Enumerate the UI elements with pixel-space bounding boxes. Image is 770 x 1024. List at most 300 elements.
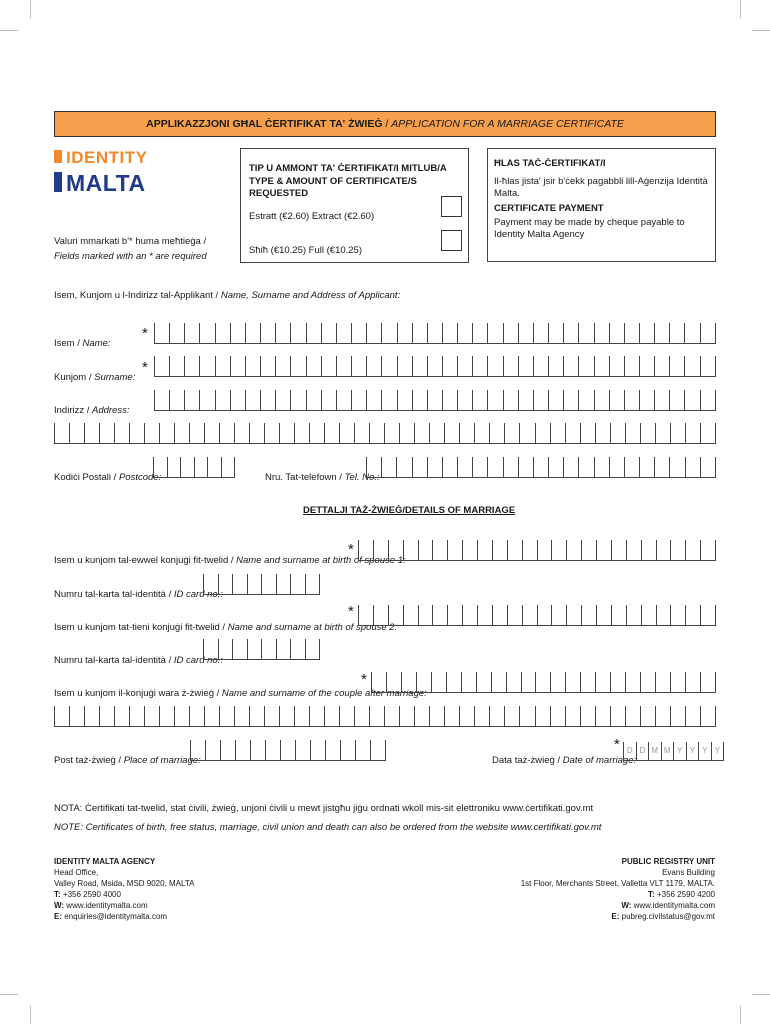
character-cell[interactable]	[462, 605, 477, 625]
character-cell[interactable]	[310, 740, 325, 760]
spouse2-name-input[interactable]	[358, 605, 716, 626]
date-cell[interactable]: M	[661, 742, 674, 760]
character-cell[interactable]	[279, 706, 294, 726]
character-cell[interactable]	[462, 540, 477, 560]
character-cell[interactable]	[610, 672, 625, 692]
character-cell[interactable]	[548, 356, 563, 376]
character-cell[interactable]	[355, 740, 370, 760]
character-cell[interactable]	[354, 706, 369, 726]
character-cell[interactable]	[472, 390, 487, 410]
character-cell[interactable]	[305, 639, 321, 659]
character-cell[interactable]	[351, 323, 366, 343]
character-cell[interactable]	[412, 390, 427, 410]
character-cell[interactable]	[203, 574, 218, 594]
character-cell[interactable]	[626, 605, 641, 625]
character-cell[interactable]	[174, 423, 189, 443]
character-cell[interactable]	[260, 323, 275, 343]
registry-email[interactable]	[521, 911, 715, 922]
character-cell[interactable]	[294, 706, 309, 726]
character-cell[interactable]	[169, 323, 184, 343]
character-cell[interactable]	[537, 540, 552, 560]
registry-web[interactable]	[521, 900, 715, 911]
character-cell[interactable]	[596, 605, 611, 625]
character-cell[interactable]	[700, 540, 716, 560]
character-cell[interactable]	[412, 356, 427, 376]
character-cell[interactable]	[294, 423, 309, 443]
character-cell[interactable]	[321, 390, 336, 410]
character-cell[interactable]	[656, 540, 671, 560]
character-cell[interactable]	[609, 323, 624, 343]
character-cell[interactable]	[685, 605, 700, 625]
character-cell[interactable]	[358, 540, 373, 560]
character-cell[interactable]	[159, 423, 174, 443]
character-cell[interactable]	[324, 423, 339, 443]
character-cell[interactable]	[700, 457, 716, 477]
character-cell[interactable]	[250, 740, 265, 760]
character-cell[interactable]	[321, 356, 336, 376]
character-cell[interactable]	[548, 323, 563, 343]
character-cell[interactable]	[476, 672, 491, 692]
character-cell[interactable]	[550, 706, 565, 726]
full-checkbox[interactable]	[441, 230, 462, 251]
character-cell[interactable]	[144, 706, 159, 726]
character-cell[interactable]	[700, 390, 716, 410]
character-cell[interactable]	[503, 323, 518, 343]
character-cell[interactable]	[487, 457, 502, 477]
character-cell[interactable]	[396, 457, 411, 477]
character-cell[interactable]	[548, 390, 563, 410]
character-cell[interactable]	[245, 390, 260, 410]
character-cell[interactable]	[580, 706, 595, 726]
character-cell[interactable]	[306, 323, 321, 343]
character-cell[interactable]	[625, 706, 640, 726]
character-cell[interactable]	[565, 423, 580, 443]
character-cell[interactable]	[595, 672, 610, 692]
character-cell[interactable]	[656, 605, 671, 625]
character-cell[interactable]	[199, 390, 214, 410]
character-cell[interactable]	[700, 323, 716, 343]
character-cell[interactable]	[432, 540, 447, 560]
character-cell[interactable]	[654, 457, 669, 477]
character-cell[interactable]	[232, 639, 247, 659]
character-cell[interactable]	[218, 639, 233, 659]
character-cell[interactable]	[215, 356, 230, 376]
character-cell[interactable]	[522, 605, 537, 625]
character-cell[interactable]	[207, 457, 221, 477]
character-cell[interactable]	[416, 672, 431, 692]
character-cell[interactable]	[625, 423, 640, 443]
character-cell[interactable]	[245, 323, 260, 343]
character-cell[interactable]	[518, 390, 533, 410]
character-cell[interactable]	[386, 672, 401, 692]
character-cell[interactable]	[537, 605, 552, 625]
name-input[interactable]	[154, 323, 716, 344]
character-cell[interactable]	[578, 457, 593, 477]
couple-name-input-line1[interactable]	[371, 672, 716, 693]
character-cell[interactable]	[276, 639, 291, 659]
character-cell[interactable]	[169, 356, 184, 376]
character-cell[interactable]	[221, 457, 236, 477]
character-cell[interactable]	[595, 423, 610, 443]
character-cell[interactable]	[551, 540, 566, 560]
character-cell[interactable]	[290, 390, 305, 410]
character-cell[interactable]	[594, 356, 609, 376]
date-cell[interactable]: Y	[711, 742, 725, 760]
character-cell[interactable]	[610, 706, 625, 726]
character-cell[interactable]	[518, 356, 533, 376]
character-cell[interactable]	[595, 706, 610, 726]
character-cell[interactable]	[309, 423, 324, 443]
character-cell[interactable]	[487, 323, 502, 343]
character-cell[interactable]	[519, 706, 534, 726]
character-cell[interactable]	[581, 540, 596, 560]
character-cell[interactable]	[457, 323, 472, 343]
character-cell[interactable]	[336, 356, 351, 376]
character-cell[interactable]	[153, 457, 167, 477]
character-cell[interactable]	[609, 356, 624, 376]
character-cell[interactable]	[447, 540, 462, 560]
character-cell[interactable]	[533, 457, 548, 477]
character-cell[interactable]	[506, 672, 521, 692]
character-cell[interactable]	[504, 706, 519, 726]
character-cell[interactable]	[442, 323, 457, 343]
character-cell[interactable]	[700, 423, 716, 443]
character-cell[interactable]	[640, 706, 655, 726]
character-cell[interactable]	[655, 672, 670, 692]
character-cell[interactable]	[54, 423, 69, 443]
character-cell[interactable]	[457, 457, 472, 477]
character-cell[interactable]	[580, 423, 595, 443]
character-cell[interactable]	[550, 672, 565, 692]
character-cell[interactable]	[403, 540, 418, 560]
character-cell[interactable]	[265, 740, 280, 760]
postcode-input[interactable]	[153, 457, 235, 478]
character-cell[interactable]	[306, 356, 321, 376]
character-cell[interactable]	[276, 574, 291, 594]
character-cell[interactable]	[218, 574, 233, 594]
character-cell[interactable]	[194, 457, 208, 477]
spouse2-id-input[interactable]	[203, 639, 320, 660]
character-cell[interactable]	[245, 356, 260, 376]
character-cell[interactable]	[290, 639, 305, 659]
character-cell[interactable]	[487, 390, 502, 410]
character-cell[interactable]	[219, 706, 234, 726]
character-cell[interactable]	[533, 323, 548, 343]
character-cell[interactable]	[381, 457, 396, 477]
character-cell[interactable]	[670, 672, 685, 692]
character-cell[interactable]	[384, 423, 399, 443]
character-cell[interactable]	[639, 356, 654, 376]
character-cell[interactable]	[427, 390, 442, 410]
character-cell[interactable]	[399, 423, 414, 443]
character-cell[interactable]	[504, 423, 519, 443]
character-cell[interactable]	[366, 323, 381, 343]
character-cell[interactable]	[477, 605, 492, 625]
tel-input[interactable]	[366, 457, 716, 478]
character-cell[interactable]	[492, 540, 507, 560]
character-cell[interactable]	[351, 356, 366, 376]
character-cell[interactable]	[518, 323, 533, 343]
character-cell[interactable]	[99, 423, 114, 443]
character-cell[interactable]	[54, 706, 69, 726]
character-cell[interactable]	[594, 323, 609, 343]
agency-email[interactable]	[54, 911, 195, 922]
character-cell[interactable]	[366, 457, 381, 477]
spouse1-id-input[interactable]	[203, 574, 320, 595]
character-cell[interactable]	[580, 672, 595, 692]
character-cell[interactable]	[639, 457, 654, 477]
character-cell[interactable]	[203, 639, 218, 659]
character-cell[interactable]	[624, 457, 639, 477]
character-cell[interactable]	[235, 740, 250, 760]
character-cell[interactable]	[670, 540, 685, 560]
character-cell[interactable]	[230, 323, 245, 343]
character-cell[interactable]	[401, 672, 416, 692]
character-cell[interactable]	[566, 540, 581, 560]
character-cell[interactable]	[373, 540, 388, 560]
character-cell[interactable]	[670, 423, 685, 443]
character-cell[interactable]	[503, 356, 518, 376]
character-cell[interactable]	[446, 672, 461, 692]
character-cell[interactable]	[457, 356, 472, 376]
character-cell[interactable]	[381, 323, 396, 343]
character-cell[interactable]	[669, 457, 684, 477]
character-cell[interactable]	[275, 323, 290, 343]
character-cell[interactable]	[412, 323, 427, 343]
character-cell[interactable]	[264, 423, 279, 443]
character-cell[interactable]	[414, 423, 429, 443]
character-cell[interactable]	[521, 672, 536, 692]
character-cell[interactable]	[403, 605, 418, 625]
character-cell[interactable]	[154, 390, 169, 410]
character-cell[interactable]	[581, 605, 596, 625]
character-cell[interactable]	[397, 323, 412, 343]
character-cell[interactable]	[639, 390, 654, 410]
character-cell[interactable]	[624, 356, 639, 376]
character-cell[interactable]	[204, 423, 219, 443]
spouse1-name-input[interactable]	[358, 540, 716, 561]
character-cell[interactable]	[261, 574, 276, 594]
character-cell[interactable]	[199, 323, 214, 343]
character-cell[interactable]	[472, 323, 487, 343]
character-cell[interactable]	[685, 672, 700, 692]
character-cell[interactable]	[279, 423, 294, 443]
character-cell[interactable]	[654, 356, 669, 376]
character-cell[interactable]	[641, 540, 656, 560]
character-cell[interactable]	[522, 540, 537, 560]
character-cell[interactable]	[351, 390, 366, 410]
character-cell[interactable]	[429, 423, 444, 443]
character-cell[interactable]	[565, 706, 580, 726]
character-cell[interactable]	[442, 356, 457, 376]
character-cell[interactable]	[336, 390, 351, 410]
character-cell[interactable]	[685, 706, 700, 726]
character-cell[interactable]	[249, 706, 264, 726]
character-cell[interactable]	[640, 672, 655, 692]
character-cell[interactable]	[114, 423, 129, 443]
character-cell[interactable]	[275, 356, 290, 376]
character-cell[interactable]	[69, 423, 84, 443]
character-cell[interactable]	[174, 706, 189, 726]
date-input[interactable]	[623, 742, 724, 761]
character-cell[interactable]	[551, 605, 566, 625]
character-cell[interactable]	[230, 356, 245, 376]
character-cell[interactable]	[275, 390, 290, 410]
character-cell[interactable]	[384, 706, 399, 726]
character-cell[interactable]	[655, 706, 670, 726]
character-cell[interactable]	[550, 423, 565, 443]
character-cell[interactable]	[442, 457, 457, 477]
character-cell[interactable]	[260, 356, 275, 376]
character-cell[interactable]	[234, 706, 249, 726]
character-cell[interactable]	[184, 356, 199, 376]
character-cell[interactable]	[199, 356, 214, 376]
character-cell[interactable]	[340, 740, 355, 760]
character-cell[interactable]	[447, 605, 462, 625]
character-cell[interactable]	[189, 706, 204, 726]
character-cell[interactable]	[414, 706, 429, 726]
character-cell[interactable]	[654, 323, 669, 343]
character-cell[interactable]	[99, 706, 114, 726]
character-cell[interactable]	[655, 423, 670, 443]
character-cell[interactable]	[474, 423, 489, 443]
character-cell[interactable]	[169, 390, 184, 410]
character-cell[interactable]	[373, 605, 388, 625]
character-cell[interactable]	[180, 457, 194, 477]
address-input-line1[interactable]	[154, 390, 716, 411]
character-cell[interactable]	[700, 706, 716, 726]
character-cell[interactable]	[669, 390, 684, 410]
date-cell[interactable]: Y	[686, 742, 699, 760]
character-cell[interactable]	[624, 390, 639, 410]
character-cell[interactable]	[215, 323, 230, 343]
character-cell[interactable]	[190, 740, 205, 760]
character-cell[interactable]	[84, 706, 99, 726]
character-cell[interactable]	[507, 540, 522, 560]
character-cell[interactable]	[487, 356, 502, 376]
character-cell[interactable]	[159, 706, 174, 726]
date-cell[interactable]: D	[636, 742, 649, 760]
character-cell[interactable]	[472, 356, 487, 376]
character-cell[interactable]	[641, 605, 656, 625]
character-cell[interactable]	[339, 423, 354, 443]
character-cell[interactable]	[247, 639, 262, 659]
character-cell[interactable]	[535, 672, 550, 692]
character-cell[interactable]	[370, 740, 386, 760]
character-cell[interactable]	[261, 639, 276, 659]
character-cell[interactable]	[309, 706, 324, 726]
character-cell[interactable]	[427, 356, 442, 376]
character-cell[interactable]	[685, 540, 700, 560]
character-cell[interactable]	[369, 423, 384, 443]
character-cell[interactable]	[184, 390, 199, 410]
character-cell[interactable]	[700, 356, 716, 376]
character-cell[interactable]	[388, 605, 403, 625]
character-cell[interactable]	[418, 540, 433, 560]
character-cell[interactable]	[167, 457, 181, 477]
character-cell[interactable]	[232, 574, 247, 594]
character-cell[interactable]	[339, 706, 354, 726]
character-cell[interactable]	[305, 574, 321, 594]
character-cell[interactable]	[609, 457, 624, 477]
character-cell[interactable]	[563, 323, 578, 343]
date-cell[interactable]: Y	[673, 742, 686, 760]
character-cell[interactable]	[563, 457, 578, 477]
character-cell[interactable]	[610, 423, 625, 443]
character-cell[interactable]	[491, 672, 506, 692]
character-cell[interactable]	[418, 605, 433, 625]
character-cell[interactable]	[290, 323, 305, 343]
character-cell[interactable]	[247, 574, 262, 594]
character-cell[interactable]	[154, 356, 169, 376]
character-cell[interactable]	[566, 605, 581, 625]
character-cell[interactable]	[431, 672, 446, 692]
character-cell[interactable]	[503, 390, 518, 410]
character-cell[interactable]	[596, 540, 611, 560]
character-cell[interactable]	[459, 706, 474, 726]
character-cell[interactable]	[69, 706, 84, 726]
character-cell[interactable]	[685, 423, 700, 443]
character-cell[interactable]	[290, 574, 305, 594]
character-cell[interactable]	[215, 390, 230, 410]
character-cell[interactable]	[381, 356, 396, 376]
character-cell[interactable]	[459, 423, 474, 443]
character-cell[interactable]	[578, 356, 593, 376]
character-cell[interactable]	[366, 356, 381, 376]
character-cell[interactable]	[290, 356, 305, 376]
character-cell[interactable]	[669, 323, 684, 343]
place-input[interactable]	[190, 740, 386, 761]
character-cell[interactable]	[461, 672, 476, 692]
character-cell[interactable]	[700, 605, 716, 625]
character-cell[interactable]	[639, 323, 654, 343]
character-cell[interactable]	[474, 706, 489, 726]
character-cell[interactable]	[625, 672, 640, 692]
character-cell[interactable]	[230, 390, 245, 410]
character-cell[interactable]	[432, 605, 447, 625]
character-cell[interactable]	[427, 323, 442, 343]
extract-checkbox[interactable]	[441, 196, 462, 217]
character-cell[interactable]	[397, 390, 412, 410]
character-cell[interactable]	[444, 706, 459, 726]
character-cell[interactable]	[381, 390, 396, 410]
character-cell[interactable]	[489, 706, 504, 726]
character-cell[interactable]	[144, 423, 159, 443]
character-cell[interactable]	[154, 323, 169, 343]
character-cell[interactable]	[371, 672, 386, 692]
character-cell[interactable]	[477, 540, 492, 560]
character-cell[interactable]	[369, 706, 384, 726]
character-cell[interactable]	[354, 423, 369, 443]
character-cell[interactable]	[427, 457, 442, 477]
character-cell[interactable]	[533, 390, 548, 410]
character-cell[interactable]	[397, 356, 412, 376]
character-cell[interactable]	[260, 390, 275, 410]
character-cell[interactable]	[611, 540, 626, 560]
character-cell[interactable]	[280, 740, 295, 760]
date-cell[interactable]: M	[648, 742, 661, 760]
character-cell[interactable]	[234, 423, 249, 443]
date-cell[interactable]: D	[623, 742, 636, 760]
character-cell[interactable]	[594, 457, 609, 477]
character-cell[interactable]	[321, 323, 336, 343]
character-cell[interactable]	[306, 390, 321, 410]
character-cell[interactable]	[578, 390, 593, 410]
couple-name-input-line2[interactable]	[54, 706, 716, 727]
character-cell[interactable]	[442, 390, 457, 410]
character-cell[interactable]	[563, 356, 578, 376]
character-cell[interactable]	[563, 390, 578, 410]
